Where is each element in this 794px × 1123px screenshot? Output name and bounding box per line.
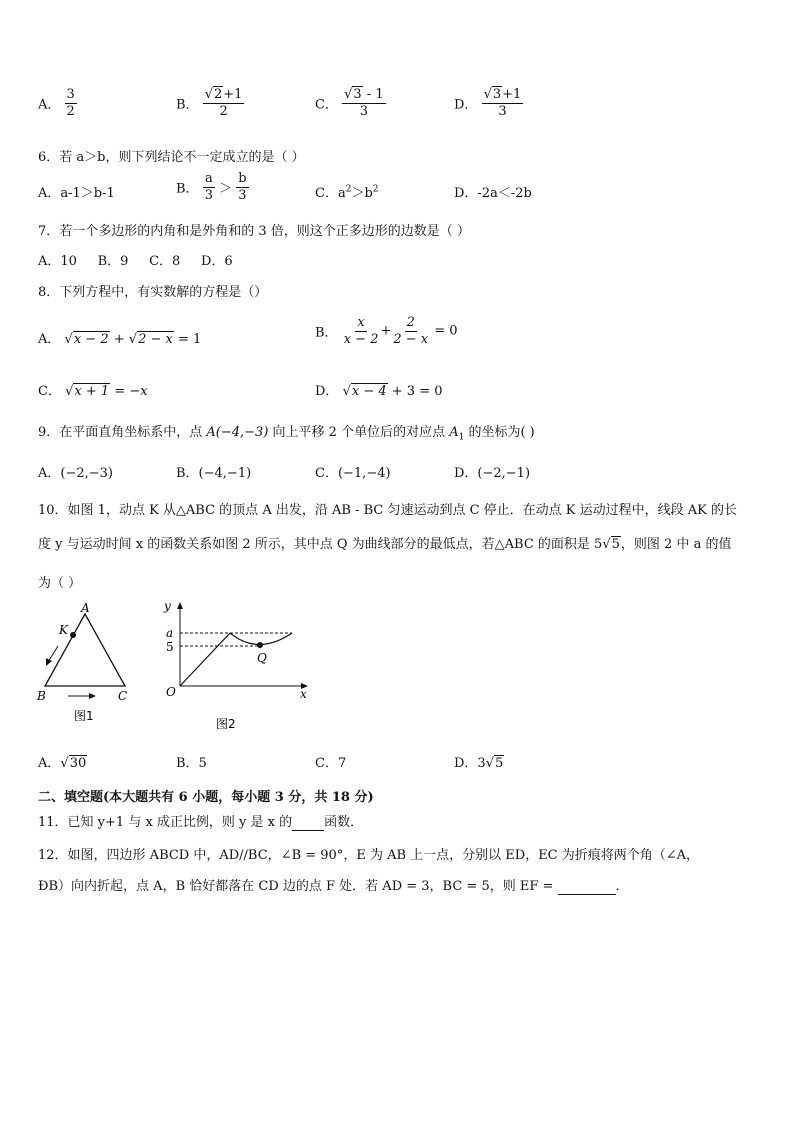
figure-1-caption: 图1	[74, 709, 94, 723]
triangle-abc	[45, 614, 125, 686]
q5-a-fraction	[65, 88, 77, 118]
q9-stem-post: 的坐标为( )	[464, 425, 535, 440]
arrowhead-ab	[46, 658, 52, 666]
q5-b-den: 2	[219, 103, 228, 119]
q9-point: A(−4,−3)	[206, 425, 269, 440]
q6-option-d: D．-2a＜-2b	[454, 186, 532, 201]
q6-b-label: B．	[176, 181, 199, 197]
q7-options: A．10 B．9 C．8 D．6	[38, 254, 233, 269]
q8-d-rad: x − 4	[351, 384, 387, 399]
q10-line2-rad: 5	[611, 537, 620, 552]
q8-a-eq: = 1	[173, 332, 202, 347]
q8-b-eq: = 0	[430, 323, 458, 339]
q6-b-n2: b	[238, 171, 247, 186]
q5-d-label: D．	[454, 97, 478, 113]
label-k: K	[59, 623, 68, 637]
q10-option-a: A．√30	[38, 756, 87, 771]
q6-c-b: b	[364, 186, 373, 201]
q8-c-rad: x + 1	[74, 384, 110, 399]
q12-answer-blank[interactable]	[558, 879, 616, 895]
q5-c-fraction: $\frac{√3 - 1}{3}$	[344, 87, 384, 119]
q5-c-rad: 3	[353, 87, 362, 102]
figure-2-caption: 图2	[216, 717, 236, 731]
q8-c-eq: = −x	[110, 384, 148, 399]
q5-d-den: 3	[498, 103, 507, 119]
tick-label-a: a	[166, 626, 174, 640]
q5-c-minus: - 1	[362, 87, 384, 102]
label-a: A	[81, 601, 90, 615]
y-axis-arrow	[177, 602, 183, 609]
q8-a-plus: +	[109, 332, 129, 347]
q10-line3: 为（ ）	[38, 576, 82, 591]
q8-option-c: C． √x + 1 = −x	[38, 384, 148, 399]
q8-b-d1: x − 2	[343, 331, 379, 347]
q9-option-b: B．(−4,−1)	[176, 466, 252, 481]
axis-label-y: y	[164, 599, 171, 613]
label-b: B	[37, 689, 46, 703]
q8-d-label: D．	[315, 384, 339, 399]
q5-b-label: B．	[176, 97, 199, 113]
q6-c-a: a	[337, 186, 346, 201]
q8-option-d: D． √x − 4 + 3 = 0	[315, 384, 443, 399]
q9-stem-mid: 向上平移 2 个单位后的对应点	[268, 425, 450, 440]
label-q: Q	[257, 651, 267, 665]
q8-stem: 8．下列方程中，有实数解的方程是（）	[38, 285, 268, 300]
q11-pre: 11．已知 y+1 与 x 成正比例，则 y 是 x 的	[38, 815, 293, 830]
q6-c-exp2: 2	[372, 184, 379, 195]
q8-option-b	[315, 316, 458, 346]
line-segment	[180, 633, 230, 686]
q8-c-label: C．	[38, 384, 61, 399]
q9-point1: A	[449, 425, 459, 440]
q8-a-rad2: 2 − x	[138, 332, 173, 347]
point-k	[70, 632, 76, 638]
q8-d-eq: + 3 = 0	[387, 384, 443, 399]
q12-line1: 12．如图，四边形 ABCD 中，AD//BC，∠B = 90°，E 为 AB 上一点，分别以 ED，EC 为折痕将两个角（∠A，	[38, 848, 700, 863]
axis-label-x: x	[300, 687, 307, 701]
q6-option-c	[315, 182, 379, 201]
q5-a-num: 3	[66, 87, 75, 102]
q5-a-den: 2	[66, 103, 75, 119]
q11-post: 函数．	[324, 815, 364, 830]
q7-stem: 7．若一个多边形的内角和是外角和的 3 倍，则这个正多边形的边数是（ ）	[38, 224, 470, 239]
q5-b-fraction: $\frac{√2+1}{2}$	[204, 87, 243, 119]
q5-option-c	[315, 88, 386, 118]
q6-stem: 6．若 a＞b，则下列结论不一定成立的是（ ）	[38, 150, 305, 165]
q9-option-d: D．(−2,−1)	[454, 466, 531, 481]
q5-c-den: 3	[359, 103, 368, 119]
q6-b-d2: 3	[238, 187, 247, 203]
q11	[38, 811, 363, 831]
q6-c-label: C．	[315, 186, 338, 201]
q8-b-n2: 2	[406, 315, 415, 330]
q10-a-rad: 30	[69, 756, 87, 771]
q9-option-c: C．(−1,−4)	[315, 466, 391, 481]
q5-option-d	[454, 88, 523, 118]
arrowhead-bc	[89, 693, 96, 699]
q10-option-b: B．5	[176, 756, 207, 771]
q10-a-label: A．	[38, 756, 61, 771]
q5-c-label: C．	[315, 97, 338, 113]
point-q	[257, 642, 263, 648]
q5-b-rad: 2	[214, 87, 223, 102]
q6-b-n1: a	[204, 171, 213, 186]
q9-option-a: A．(−2,−3)	[38, 466, 113, 481]
q8-b-n1: x	[357, 315, 365, 330]
q10-line2-post: ，则图 2 中 a 的值	[620, 537, 732, 552]
q6-c-exp1: 2	[345, 184, 352, 195]
q11-answer-blank[interactable]	[292, 815, 324, 831]
q10-option-d: D．3√5	[454, 756, 504, 771]
q6-option-a: A．a-1＞b-1	[38, 186, 115, 201]
q5-d-rad: 3	[492, 87, 502, 102]
q9-stem-pre: 9．在平面直角坐标系中，点	[38, 425, 207, 440]
q5-a-label: A．	[38, 97, 61, 113]
q9-stem	[38, 421, 535, 443]
q12-line2-post: ．	[615, 879, 629, 894]
figure-2-graph	[150, 596, 320, 738]
q8-b-label: B．	[315, 325, 338, 341]
q5-b-plus: +1	[223, 87, 243, 102]
q5-option-a	[38, 88, 77, 118]
q8-a-label: A．	[38, 332, 61, 347]
q6-c-gt: ＞	[351, 186, 365, 201]
tick-label-5: 5	[166, 640, 174, 654]
q12-line2	[38, 875, 629, 895]
q10-line2: 度 y 与运动时间 x 的函数关系如图 2 所示，其中点 Q 为曲线部分的最低点，若△ABC 的面积是 5√5，则图 2 中 a 的值	[38, 537, 732, 552]
q10-d-rad: 5	[495, 756, 504, 771]
q8-b-d2: 2 − x	[393, 331, 429, 347]
q8-a-rad1: x − 2	[73, 332, 109, 347]
q9-point1-sub: 1	[458, 432, 465, 443]
q8-b-plus: +	[380, 323, 392, 339]
section-2-title: 二、填空题(本大题共有 6 小题，每小题 3 分，共 18 分)	[38, 790, 374, 805]
q5-d-plus: +1	[502, 87, 522, 102]
q12-line2-pre: ÐB）向内折起，点 A，B 恰好都落在 CD 边的点 F 处．若 AD = 3，BC = 5，则 EF =	[38, 879, 558, 894]
q8-option-a: A． √x − 2 + √2 − x = 1	[38, 332, 202, 347]
q10-line1: 10．如图 1，动点 K 从△ABC 的顶点 A 出发，沿 AB - BC 匀速运动到点 C 停止．在动点 K 运动过程中，线段 AK 的长	[38, 503, 737, 518]
q6-option-b	[176, 172, 249, 202]
q6-b-gt: ＞	[219, 181, 233, 197]
label-o: O	[166, 685, 176, 699]
arrow-ab	[48, 646, 58, 662]
label-c: C	[118, 689, 128, 703]
q5-d-fraction: $\frac{√3+1}{3}$	[483, 87, 522, 119]
figure-1-triangle	[30, 600, 140, 730]
q6-b-d1: 3	[204, 187, 213, 203]
q10-d-label: D．3	[454, 756, 486, 771]
q10-option-c: C．7	[315, 756, 347, 771]
q10-line2-pre: 度 y 与运动时间 x 的函数关系如图 2 所示，其中点 Q 为曲线部分的最低点，若△ABC 的面积是 5	[38, 537, 603, 552]
q5-option-b	[176, 88, 244, 118]
